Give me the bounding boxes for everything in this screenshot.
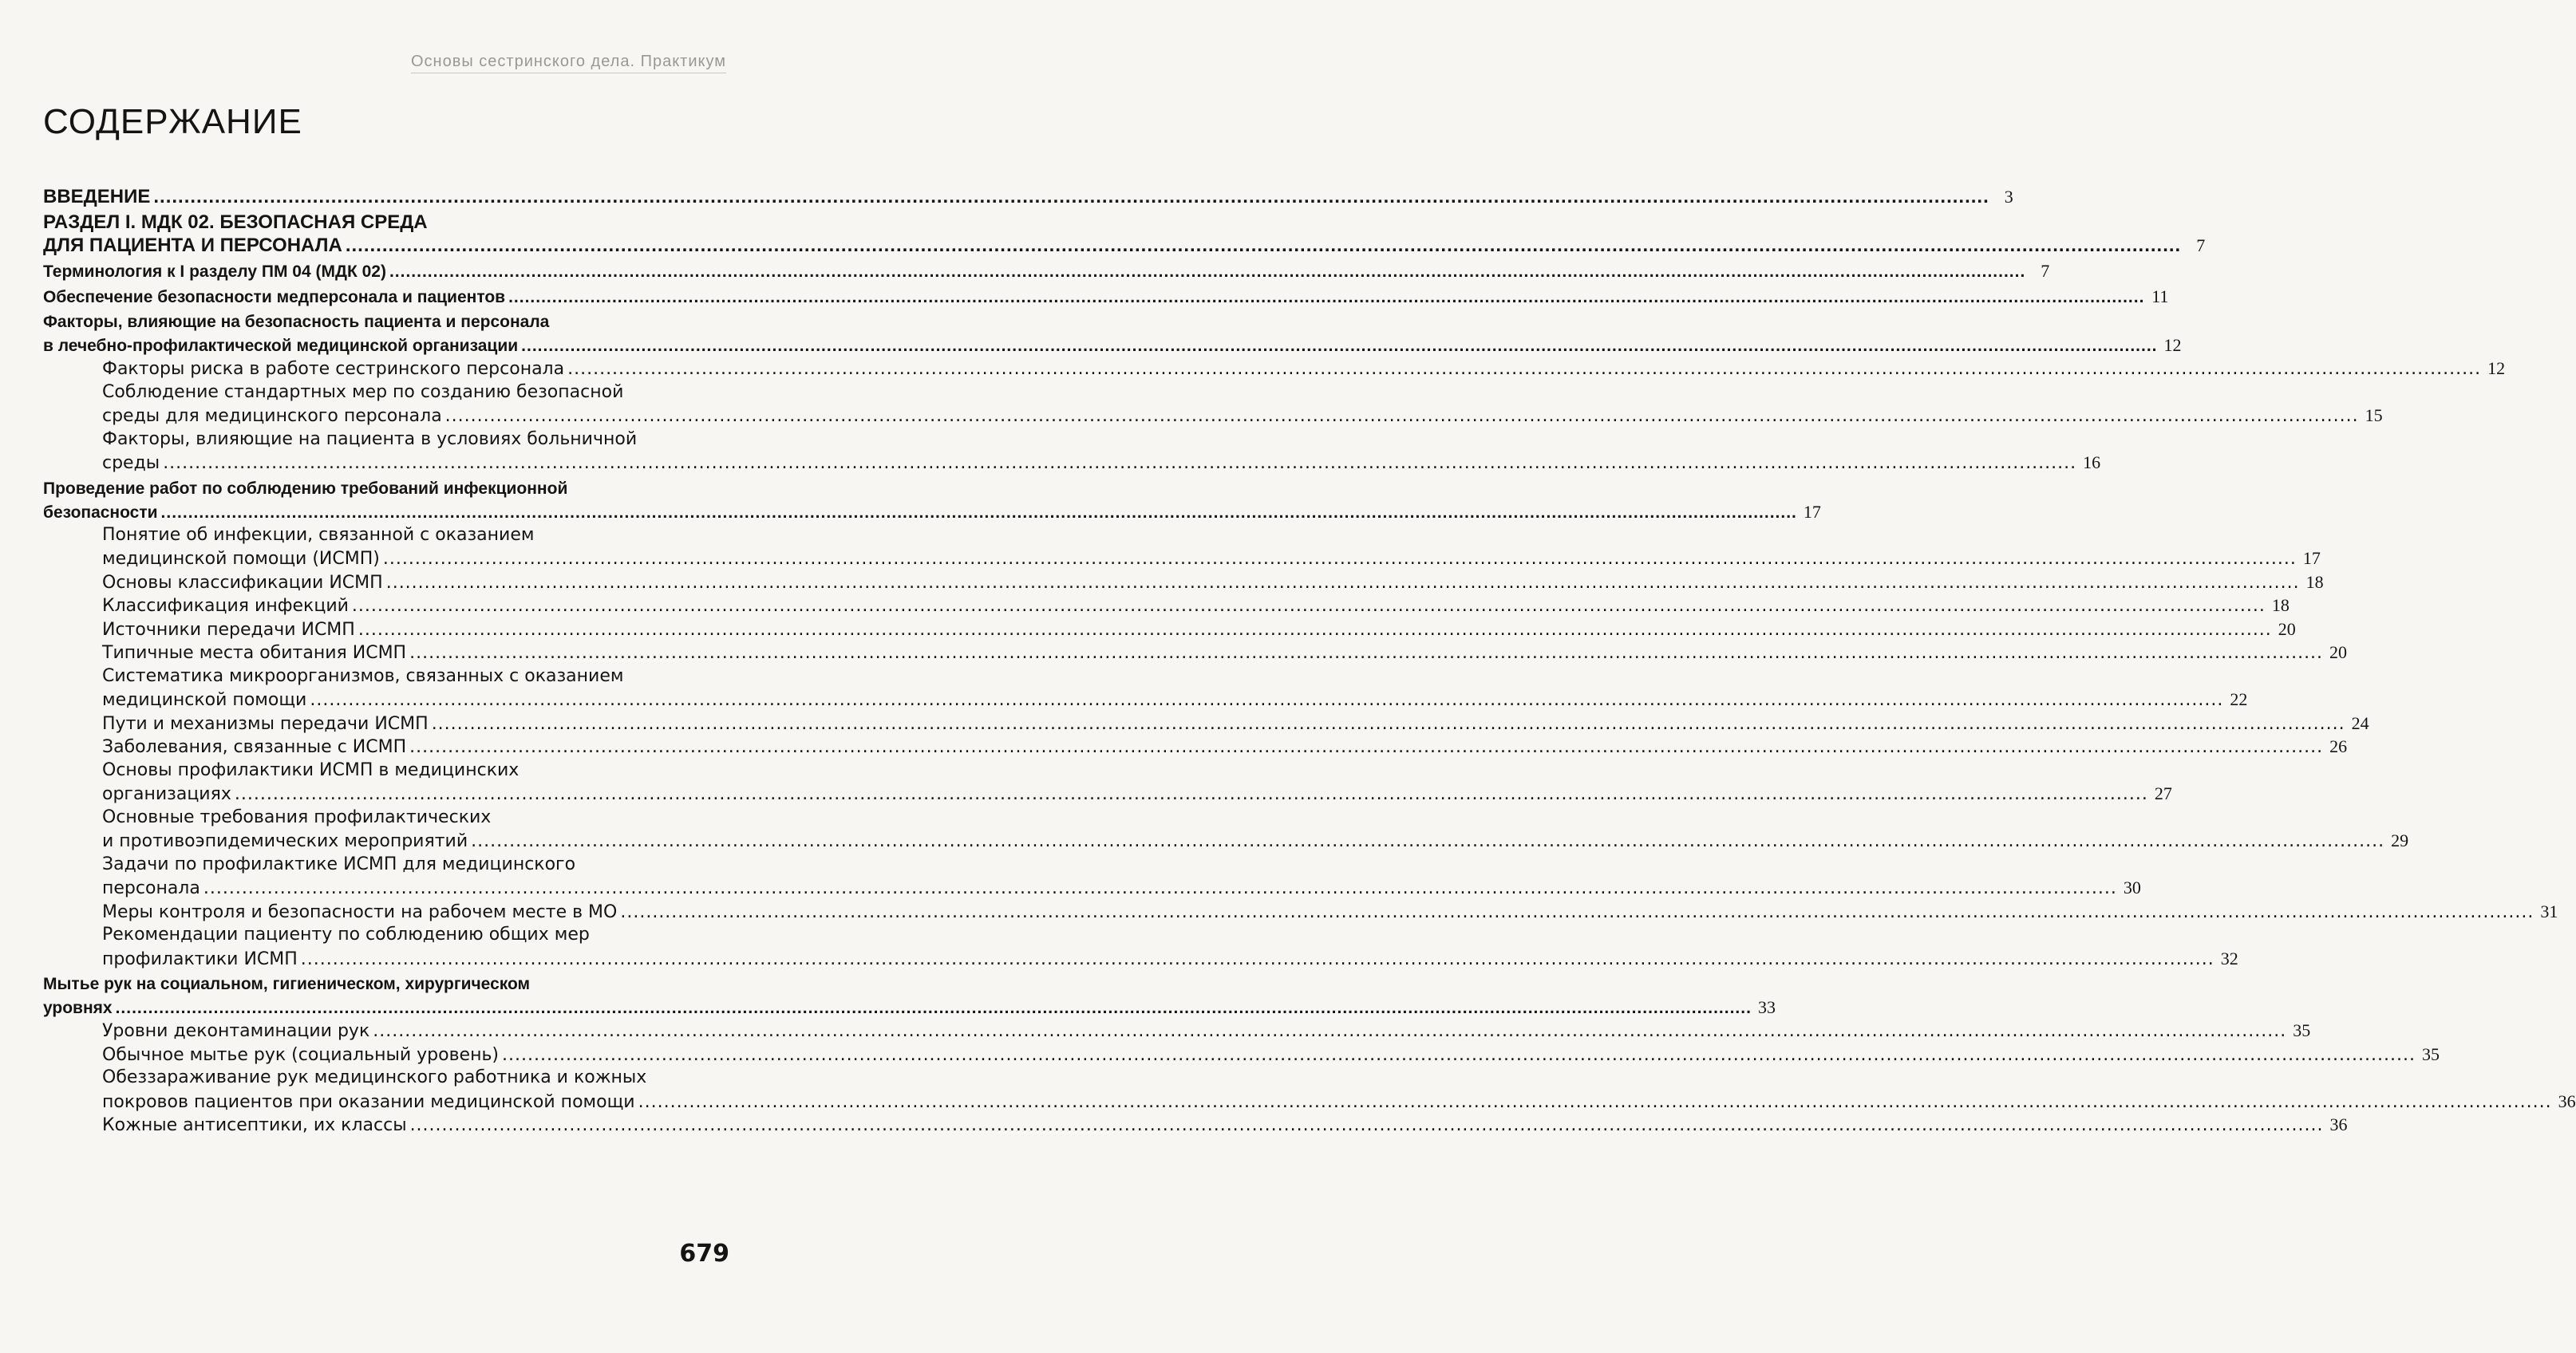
dot-leader: ............................................................................................................................................................................................................................................................................................................ <box>620 901 2535 922</box>
toc-entry <box>43 923 2238 970</box>
toc-entry <box>43 712 2369 736</box>
toc-entry-text: Рекомендации пациенту по соблюдению общих мер <box>102 925 590 945</box>
toc-entry <box>43 570 2324 594</box>
toc-entry-text: ВВЕДЕНИЕ <box>43 186 151 207</box>
dot-leader: ............................................................................................................................................................................................................................................................................................................ <box>389 262 2026 281</box>
dot-leader: ............................................................................................................................................................................................................................................................................................................ <box>385 572 2300 593</box>
dot-leader: ............................................................................................................................................................................................................................................................................................................ <box>444 406 2359 426</box>
dot-leader: ............................................................................................................................................................................................................................................................................................................ <box>382 549 2297 569</box>
toc-entry-text: покровов пациентов при оказании медицинской помощи <box>102 1091 635 1112</box>
toc-entry <box>43 477 1821 523</box>
toc-entry-text: Основы классификации ИСМП <box>102 572 383 593</box>
toc-page-number: 24 <box>2351 712 2369 733</box>
toc-page-number: 36 <box>2329 1114 2348 1134</box>
toc-entry-text: и противоэпидемических мероприятий <box>102 831 468 851</box>
toc-entry <box>43 594 2290 617</box>
toc-entry-text: Факторы, влияющие на безопасность пациента и персонала <box>43 313 550 331</box>
dot-leader: ............................................................................................................................................................................................................................................................................................................ <box>508 288 2145 306</box>
running-head: Основы сестринского дела. Практикум <box>411 53 726 73</box>
toc-entry <box>43 900 2558 924</box>
toc-entry <box>43 617 2296 641</box>
dot-leader: ............................................................................................................................................................................................................................................................................................................ <box>567 359 2482 379</box>
toc-page-number: 15 <box>2365 405 2383 425</box>
toc-entry-text: среды для медицинского персонала <box>102 406 442 426</box>
toc-entry <box>43 310 2182 357</box>
toc-entry-text: в лечебно-профилактической медицинской организации <box>43 337 519 355</box>
toc-page-number: 22 <box>2230 689 2248 709</box>
toc-entry-text: Основные требования профилактических <box>102 807 492 827</box>
toc-entry <box>43 665 2248 712</box>
toc-entry <box>43 853 2141 900</box>
toc-page-number: 12 <box>2487 358 2506 378</box>
toc-page-number: 17 <box>1803 501 1821 522</box>
dot-leader: ............................................................................................................................................................................................................................................................................................................ <box>153 186 1989 207</box>
dot-leader: ............................................................................................................................................................................................................................................................................................................ <box>471 831 2385 851</box>
dot-leader: ............................................................................................................................................................................................................................................................................................................ <box>351 596 2266 616</box>
toc-entry <box>43 806 2409 853</box>
toc-entry <box>43 428 2101 475</box>
dot-leader: ............................................................................................................................................................................................................................................................................................................ <box>234 784 2148 804</box>
dot-leader: ............................................................................................................................................................................................................................................................................................................ <box>638 1091 2552 1112</box>
toc-entry-text: среды <box>102 453 160 473</box>
toc-page-number: 32 <box>2220 948 2238 968</box>
toc-entry <box>43 759 2172 806</box>
toc-entry-text: Кожные антисептики, их классы <box>102 1115 407 1135</box>
toc-entry-text: Классификация инфекций <box>102 596 349 616</box>
toc-entry <box>43 1043 2440 1067</box>
toc-entry-text: Меры контроля и безопасности на рабочем месте в МО <box>102 901 618 922</box>
dot-leader: ............................................................................................................................................................................................................................................................................................................ <box>409 1115 2324 1135</box>
toc-entry-text: Пути и механизмы передачи ИСМП <box>102 713 429 734</box>
toc-page-number: 31 <box>2540 901 2558 921</box>
toc-entry-text: Соблюдение стандартных мер по созданию безопасной <box>102 381 624 402</box>
toc-page-number: 12 <box>2163 335 2182 355</box>
dot-leader: ............................................................................................................................................................................................................................................................................................................ <box>409 737 2324 757</box>
dot-leader: ............................................................................................................................................................................................................................................................................................................ <box>345 235 2182 256</box>
toc-entry-text: Понятие об инфекции, связанной с оказанием <box>102 524 535 545</box>
dot-leader: ............................................................................................................................................................................................................................................................................................................ <box>310 690 2224 710</box>
dot-leader: ............................................................................................................................................................................................................................................................................................................ <box>160 503 1797 522</box>
toc-entry <box>43 211 2206 257</box>
toc-entry-text: Заболевания, связанные с ИСМП <box>102 737 407 757</box>
toc-entry-text: Обеспечение безопасности медперсонала и пациентов <box>43 288 506 306</box>
dot-leader: ............................................................................................................................................................................................................................................................................................................ <box>358 619 2272 640</box>
toc-entry-text: безопасности <box>43 503 158 522</box>
toc-page-number: 7 <box>2041 261 2050 281</box>
toc-page-number: 27 <box>2154 783 2172 803</box>
dot-leader: ............................................................................................................................................................................................................................................................................................................ <box>431 713 2345 734</box>
toc-page-number: 3 <box>2004 187 2013 207</box>
toc-entry-text: ДЛЯ ПАЦИЕНТА И ПЕРСОНАЛА <box>43 235 342 256</box>
toc-entry <box>43 381 2383 428</box>
toc-entry <box>43 285 2169 308</box>
toc-page-number: 7 <box>2196 235 2206 255</box>
toc-page-number: 20 <box>2278 618 2296 639</box>
dot-leader: ............................................................................................................................................................................................................................................................................................................ <box>163 453 2077 473</box>
dot-leader: ............................................................................................................................................................................................................................................................................................................ <box>203 878 2117 898</box>
toc-page-number: 36 <box>2558 1091 2576 1111</box>
toc-entry-text: уровнях <box>43 999 113 1017</box>
toc-entry <box>43 972 1776 1019</box>
page-title: СОДЕРЖАНИЕ <box>43 102 302 141</box>
toc-page-number: 35 <box>2421 1043 2440 1064</box>
toc-entry <box>43 523 2321 570</box>
toc-entry-text: Факторы, влияющие на пациента в условиях больничной <box>102 428 638 449</box>
dot-leader: ............................................................................................................................................................................................................................................................................................................ <box>115 999 1752 1017</box>
toc-page-number: 30 <box>2123 878 2141 897</box>
toc-entry <box>43 1113 2348 1137</box>
toc-entry-text: Обычное мытье рук (социальный уровень) <box>102 1044 500 1065</box>
toc-page-number: 11 <box>2151 286 2169 306</box>
dot-leader: ............................................................................................................................................................................................................................................................................................................ <box>409 643 2324 663</box>
toc-page-number: 18 <box>2271 595 2290 615</box>
toc-entry <box>43 1066 2576 1113</box>
toc-entry <box>43 357 2506 381</box>
toc-entry-text: Факторы риска в работе сестринского персонала <box>102 359 565 379</box>
dot-leader: ............................................................................................................................................................................................................................................................................................................ <box>502 1044 2416 1065</box>
toc-entry-text: Мытье рук на социальном, гигиеническом, хирургическом <box>43 975 531 993</box>
toc-entry-text: РАЗДЕЛ I. МДК 02. БЕЗОПАСНАЯ СРЕДА <box>43 211 428 233</box>
dot-leader: ............................................................................................................................................................................................................................................................................................................ <box>373 1021 2287 1041</box>
toc-page-number: 35 <box>2293 1020 2311 1040</box>
toc-entry-text: Задачи по профилактике ИСМП для медицинского <box>102 854 576 874</box>
toc-entry-text: медицинской помощи (ИСМП) <box>102 549 380 569</box>
toc-entry-text: Обеззараживание рук медицинского работника и кожных <box>102 1067 647 1087</box>
toc-entry-text: организациях <box>102 784 231 804</box>
toc-entry-text: Основы профилактики ИСМП в медицинских <box>102 759 520 780</box>
toc-page-number: 18 <box>2305 571 2324 592</box>
toc-entry-text: медицинской помощи <box>102 690 307 710</box>
toc-entry-text: Уровни деконтаминации рук <box>102 1021 370 1041</box>
toc-entry-text: Типичные места обитания ИСМП <box>102 643 407 663</box>
toc-page-number: 16 <box>2083 452 2101 472</box>
dot-leader: ............................................................................................................................................................................................................................................................................................................ <box>300 949 2214 969</box>
toc-page-number: 17 <box>2302 548 2321 568</box>
toc-page-number: 33 <box>1757 997 1776 1017</box>
table-of-contents <box>43 185 2576 1137</box>
toc-entry <box>43 641 2348 665</box>
toc-entry-text: Источники передачи ИСМП <box>102 619 355 640</box>
toc-entry-text: Систематика микроорганизмов, связанных с оказанием <box>102 665 624 686</box>
toc-entry <box>43 735 2348 759</box>
toc-page-number: 20 <box>2329 642 2348 662</box>
toc-entry-text: Терминология к I разделу ПМ 04 (МДК 02) <box>43 262 386 281</box>
toc-entry-text: профилактики ИСМП <box>102 949 298 969</box>
toc-entry <box>43 1019 2311 1043</box>
toc-entry <box>43 259 2050 282</box>
toc-entry-text: персонала <box>102 878 200 898</box>
toc-page-number: 26 <box>2329 736 2348 756</box>
page-number: 679 <box>679 1240 729 1268</box>
toc-page-number: 29 <box>2391 830 2409 850</box>
dot-leader: ............................................................................................................................................................................................................................................................................................................ <box>521 337 2158 355</box>
toc-entry-text: Проведение работ по соблюдению требований инфекционной <box>43 479 568 498</box>
toc-entry <box>43 185 2013 208</box>
